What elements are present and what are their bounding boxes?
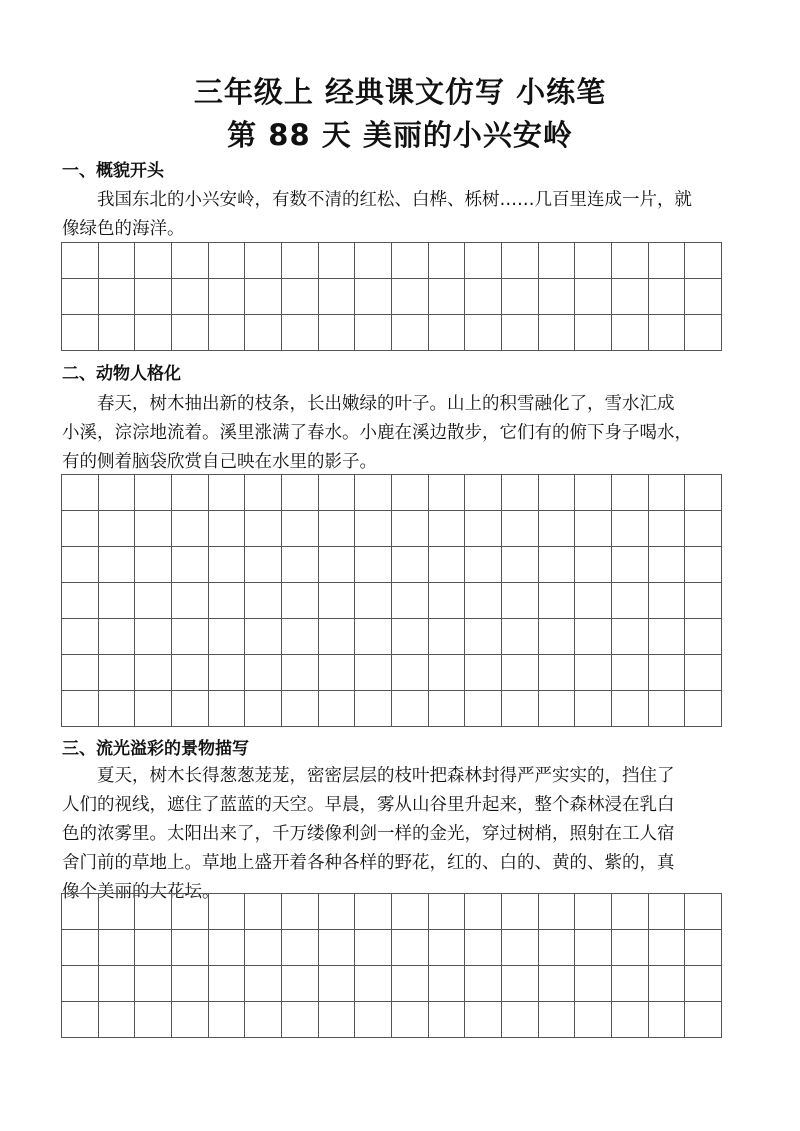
- grid-cell[interactable]: [575, 894, 612, 930]
- grid-cell[interactable]: [282, 894, 319, 930]
- grid-cell[interactable]: [172, 511, 209, 547]
- grid-cell[interactable]: [99, 475, 136, 511]
- grid-cell[interactable]: [575, 691, 612, 727]
- grid-cell[interactable]: [429, 930, 466, 966]
- grid-cell[interactable]: [392, 583, 429, 619]
- passage-line: 像个美丽的大花坛。: [62, 882, 220, 902]
- grid-cell[interactable]: [99, 930, 136, 966]
- grid-cell[interactable]: [392, 930, 429, 966]
- grid-cell[interactable]: [575, 966, 612, 1002]
- grid-cell[interactable]: [62, 894, 99, 930]
- grid-cell[interactable]: [245, 894, 282, 930]
- grid-cell[interactable]: [685, 511, 722, 547]
- grid-cell[interactable]: [319, 894, 356, 930]
- grid-cell[interactable]: [245, 691, 282, 727]
- grid-cell[interactable]: [99, 583, 136, 619]
- passage-line: 我国东北的小兴安岭，有数不清的红松、白桦、栎树……几百里连成一片，就: [62, 190, 692, 210]
- grid-cell[interactable]: [685, 1002, 722, 1038]
- grid-cell[interactable]: [392, 894, 429, 930]
- grid-cell[interactable]: [209, 583, 246, 619]
- grid-cell[interactable]: [135, 547, 172, 583]
- grid-cell[interactable]: [172, 930, 209, 966]
- grid-cell[interactable]: [282, 475, 319, 511]
- grid-cell[interactable]: [245, 619, 282, 655]
- grid-cell[interactable]: [502, 547, 539, 583]
- grid-cell[interactable]: [172, 243, 209, 279]
- grid-cell[interactable]: [135, 619, 172, 655]
- grid-cell[interactable]: [612, 511, 649, 547]
- grid-cell[interactable]: [465, 547, 502, 583]
- grid-cell[interactable]: [319, 655, 356, 691]
- grid-cell[interactable]: [685, 315, 722, 351]
- grid-cell[interactable]: [355, 547, 392, 583]
- grid-cell[interactable]: [612, 279, 649, 315]
- grid-cell[interactable]: [429, 511, 466, 547]
- grid-cell[interactable]: [539, 511, 576, 547]
- grid-cell[interactable]: [539, 315, 576, 351]
- grid-cell[interactable]: [319, 547, 356, 583]
- grid-cell[interactable]: [392, 511, 429, 547]
- grid-cell[interactable]: [465, 966, 502, 1002]
- grid-cell[interactable]: [319, 583, 356, 619]
- grid-cell[interactable]: [355, 1002, 392, 1038]
- grid-cell[interactable]: [465, 894, 502, 930]
- grid-cell[interactable]: [685, 475, 722, 511]
- grid-cell[interactable]: [172, 619, 209, 655]
- grid-cell[interactable]: [429, 691, 466, 727]
- passage-line: 色的浓雾里。太阳出来了，千万缕像利剑一样的金光，穿过树梢，照射在工人宿: [62, 824, 675, 844]
- grid-cell[interactable]: [135, 691, 172, 727]
- grid-cell[interactable]: [465, 243, 502, 279]
- grid-cell[interactable]: [355, 315, 392, 351]
- grid-cell[interactable]: [209, 315, 246, 351]
- grid-cell[interactable]: [245, 279, 282, 315]
- section-3-heading: 三、流光溢彩的景物描写: [62, 739, 249, 759]
- grid-cell[interactable]: [62, 279, 99, 315]
- grid-cell[interactable]: [355, 691, 392, 727]
- grid-cell[interactable]: [99, 691, 136, 727]
- grid-cell[interactable]: [649, 511, 686, 547]
- grid-cell[interactable]: [685, 279, 722, 315]
- grid-cell[interactable]: [429, 243, 466, 279]
- grid-cell[interactable]: [135, 511, 172, 547]
- grid-cell[interactable]: [282, 511, 319, 547]
- grid-cell[interactable]: [685, 894, 722, 930]
- grid-cell[interactable]: [649, 279, 686, 315]
- writing-grid-1[interactable]: [61, 242, 722, 351]
- grid-cell[interactable]: [172, 547, 209, 583]
- passage-line: 舍门前的草地上。草地上盛开着各种各样的野花，红的、白的、黄的、紫的，真: [62, 853, 675, 873]
- grid-cell[interactable]: [649, 475, 686, 511]
- writing-grid-3[interactable]: [61, 893, 722, 1038]
- grid-cell[interactable]: [392, 243, 429, 279]
- grid-cell[interactable]: [502, 619, 539, 655]
- grid-cell[interactable]: [575, 1002, 612, 1038]
- grid-cell[interactable]: [575, 547, 612, 583]
- grid-cell[interactable]: [99, 894, 136, 930]
- grid-cell[interactable]: [209, 691, 246, 727]
- grid-cell[interactable]: [319, 475, 356, 511]
- grid-cell[interactable]: [282, 315, 319, 351]
- grid-cell[interactable]: [245, 243, 282, 279]
- grid-cell[interactable]: [319, 966, 356, 1002]
- grid-cell[interactable]: [575, 655, 612, 691]
- grid-cell[interactable]: [209, 655, 246, 691]
- grid-cell[interactable]: [62, 966, 99, 1002]
- grid-cell[interactable]: [172, 475, 209, 511]
- grid-cell[interactable]: [612, 243, 649, 279]
- grid-cell[interactable]: [612, 966, 649, 1002]
- grid-cell[interactable]: [62, 243, 99, 279]
- grid-cell[interactable]: [355, 279, 392, 315]
- grid-cell[interactable]: [685, 583, 722, 619]
- grid-cell[interactable]: [685, 966, 722, 1002]
- grid-cell[interactable]: [649, 691, 686, 727]
- grid-cell[interactable]: [685, 930, 722, 966]
- grid-cell[interactable]: [62, 475, 99, 511]
- page-title: 三年级上 经典课文仿写 小练笔: [193, 75, 607, 109]
- grid-cell[interactable]: [209, 1002, 246, 1038]
- grid-cell[interactable]: [502, 583, 539, 619]
- grid-cell[interactable]: [539, 475, 576, 511]
- grid-cell[interactable]: [539, 1002, 576, 1038]
- grid-cell[interactable]: [392, 691, 429, 727]
- grid-cell[interactable]: [319, 1002, 356, 1038]
- grid-cell[interactable]: [209, 894, 246, 930]
- grid-cell[interactable]: [135, 1002, 172, 1038]
- grid-cell[interactable]: [465, 511, 502, 547]
- grid-cell[interactable]: [245, 315, 282, 351]
- grid-cell[interactable]: [429, 315, 466, 351]
- grid-cell[interactable]: [649, 1002, 686, 1038]
- grid-cell[interactable]: [612, 583, 649, 619]
- grid-cell[interactable]: [99, 315, 136, 351]
- writing-grid-2[interactable]: [61, 474, 722, 727]
- grid-cell[interactable]: [502, 1002, 539, 1038]
- grid-cell[interactable]: [539, 966, 576, 1002]
- grid-cell[interactable]: [502, 511, 539, 547]
- grid-cell[interactable]: [575, 315, 612, 351]
- grid-cell[interactable]: [282, 547, 319, 583]
- grid-cell[interactable]: [465, 475, 502, 511]
- grid-cell[interactable]: [392, 279, 429, 315]
- grid-cell[interactable]: [209, 475, 246, 511]
- grid-cell[interactable]: [245, 966, 282, 1002]
- grid-cell[interactable]: [209, 547, 246, 583]
- grid-cell[interactable]: [502, 655, 539, 691]
- grid-cell[interactable]: [245, 475, 282, 511]
- grid-cell[interactable]: [539, 279, 576, 315]
- grid-cell[interactable]: [172, 315, 209, 351]
- grid-cell[interactable]: [575, 583, 612, 619]
- grid-cell[interactable]: [502, 930, 539, 966]
- grid-cell[interactable]: [465, 583, 502, 619]
- grid-cell[interactable]: [685, 547, 722, 583]
- grid-cell[interactable]: [62, 655, 99, 691]
- grid-cell[interactable]: [539, 930, 576, 966]
- grid-cell[interactable]: [282, 655, 319, 691]
- grid-cell[interactable]: [355, 243, 392, 279]
- grid-cell[interactable]: [575, 619, 612, 655]
- grid-cell[interactable]: [612, 619, 649, 655]
- grid-cell[interactable]: [612, 475, 649, 511]
- grid-cell[interactable]: [465, 930, 502, 966]
- grid-cell[interactable]: [99, 279, 136, 315]
- passage-line: 小溪，淙淙地流着。溪里涨满了春水。小鹿在溪边散步，它们有的俯下身子喝水，: [62, 423, 692, 443]
- grid-cell[interactable]: [465, 279, 502, 315]
- grid-cell[interactable]: [392, 1002, 429, 1038]
- grid-cell[interactable]: [172, 691, 209, 727]
- section-2-heading: 二、动物人格化: [62, 364, 181, 384]
- grid-cell[interactable]: [539, 894, 576, 930]
- grid-cell[interactable]: [319, 619, 356, 655]
- grid-cell[interactable]: [245, 655, 282, 691]
- grid-cell[interactable]: [209, 966, 246, 1002]
- grid-cell[interactable]: [429, 966, 466, 1002]
- grid-cell[interactable]: [282, 966, 319, 1002]
- grid-cell[interactable]: [99, 243, 136, 279]
- grid-cell[interactable]: [99, 547, 136, 583]
- grid-cell[interactable]: [135, 243, 172, 279]
- grid-cell[interactable]: [612, 691, 649, 727]
- grid-cell[interactable]: [429, 547, 466, 583]
- grid-cell[interactable]: [612, 655, 649, 691]
- grid-cell[interactable]: [649, 583, 686, 619]
- grid-cell[interactable]: [99, 619, 136, 655]
- grid-cell[interactable]: [62, 691, 99, 727]
- grid-cell[interactable]: [245, 583, 282, 619]
- grid-cell[interactable]: [429, 583, 466, 619]
- grid-cell[interactable]: [172, 583, 209, 619]
- grid-cell[interactable]: [429, 1002, 466, 1038]
- grid-cell[interactable]: [392, 619, 429, 655]
- grid-cell[interactable]: [392, 547, 429, 583]
- grid-cell[interactable]: [319, 279, 356, 315]
- grid-cell[interactable]: [319, 511, 356, 547]
- grid-cell[interactable]: [135, 315, 172, 351]
- grid-cell[interactable]: [245, 547, 282, 583]
- grid-cell[interactable]: [282, 583, 319, 619]
- grid-cell[interactable]: [465, 655, 502, 691]
- grid-cell[interactable]: [392, 475, 429, 511]
- grid-cell[interactable]: [355, 511, 392, 547]
- grid-cell[interactable]: [355, 475, 392, 511]
- grid-cell[interactable]: [172, 966, 209, 1002]
- grid-cell[interactable]: [209, 243, 246, 279]
- page-subtitle: 第 88 天 美丽的小兴安岭: [227, 118, 573, 152]
- grid-cell[interactable]: [135, 583, 172, 619]
- grid-cell[interactable]: [502, 475, 539, 511]
- grid-cell[interactable]: [245, 511, 282, 547]
- grid-cell[interactable]: [429, 279, 466, 315]
- grid-cell[interactable]: [209, 511, 246, 547]
- grid-cell[interactable]: [465, 1002, 502, 1038]
- grid-cell[interactable]: [319, 930, 356, 966]
- grid-cell[interactable]: [282, 243, 319, 279]
- grid-cell[interactable]: [355, 655, 392, 691]
- grid-cell[interactable]: [392, 655, 429, 691]
- grid-cell[interactable]: [62, 930, 99, 966]
- grid-cell[interactable]: [62, 583, 99, 619]
- grid-cell[interactable]: [62, 547, 99, 583]
- grid-cell[interactable]: [99, 511, 136, 547]
- section-2-passage: [62, 390, 738, 477]
- grid-cell[interactable]: [135, 655, 172, 691]
- grid-cell[interactable]: [502, 966, 539, 1002]
- grid-cell[interactable]: [465, 619, 502, 655]
- grid-cell[interactable]: [355, 894, 392, 930]
- grid-cell[interactable]: [465, 691, 502, 727]
- section-1-passage: [62, 186, 738, 244]
- grid-cell[interactable]: [575, 279, 612, 315]
- passage-line: 有的侧着脑袋欣赏自己映在水里的影子。: [62, 452, 377, 472]
- grid-cell[interactable]: [612, 930, 649, 966]
- grid-cell[interactable]: [319, 315, 356, 351]
- grid-cell[interactable]: [502, 315, 539, 351]
- grid-cell[interactable]: [685, 691, 722, 727]
- grid-cell[interactable]: [539, 655, 576, 691]
- grid-cell[interactable]: [282, 930, 319, 966]
- grid-cell[interactable]: [539, 619, 576, 655]
- grid-cell[interactable]: [575, 511, 612, 547]
- grid-cell[interactable]: [539, 547, 576, 583]
- grid-cell[interactable]: [649, 930, 686, 966]
- grid-cell[interactable]: [685, 619, 722, 655]
- grid-cell[interactable]: [99, 655, 136, 691]
- grid-cell[interactable]: [135, 930, 172, 966]
- grid-cell[interactable]: [502, 243, 539, 279]
- grid-cell[interactable]: [465, 315, 502, 351]
- grid-cell[interactable]: [282, 1002, 319, 1038]
- grid-cell[interactable]: [649, 315, 686, 351]
- grid-cell[interactable]: [282, 619, 319, 655]
- grid-cell[interactable]: [649, 894, 686, 930]
- grid-cell[interactable]: [429, 894, 466, 930]
- grid-cell[interactable]: [282, 279, 319, 315]
- grid-cell[interactable]: [649, 243, 686, 279]
- grid-cell[interactable]: [355, 619, 392, 655]
- grid-cell[interactable]: [612, 1002, 649, 1038]
- passage-line: 像绿色的海洋。: [62, 219, 185, 239]
- grid-cell[interactable]: [392, 966, 429, 1002]
- grid-cell[interactable]: [685, 655, 722, 691]
- grid-cell[interactable]: [392, 315, 429, 351]
- grid-cell[interactable]: [135, 475, 172, 511]
- grid-cell[interactable]: [245, 1002, 282, 1038]
- grid-cell[interactable]: [355, 966, 392, 1002]
- grid-cell[interactable]: [502, 279, 539, 315]
- grid-cell[interactable]: [502, 691, 539, 727]
- grid-cell[interactable]: [355, 583, 392, 619]
- grid-cell[interactable]: [612, 315, 649, 351]
- grid-cell[interactable]: [539, 583, 576, 619]
- grid-cell[interactable]: [62, 315, 99, 351]
- grid-cell[interactable]: [135, 279, 172, 315]
- grid-cell[interactable]: [429, 655, 466, 691]
- section-1-heading: 一、概貌开头: [62, 161, 164, 181]
- grid-cell[interactable]: [649, 655, 686, 691]
- grid-cell[interactable]: [135, 966, 172, 1002]
- grid-cell[interactable]: [319, 691, 356, 727]
- passage-line: 人们的视线，遮住了蓝蓝的天空。早晨，雾从山谷里升起来，整个森林浸在乳白: [62, 795, 675, 815]
- grid-cell[interactable]: [62, 511, 99, 547]
- section-3-passage: [62, 762, 738, 907]
- grid-cell[interactable]: [575, 243, 612, 279]
- grid-cell[interactable]: [429, 619, 466, 655]
- grid-cell[interactable]: [62, 1002, 99, 1038]
- grid-cell[interactable]: [209, 279, 246, 315]
- grid-cell[interactable]: [245, 930, 282, 966]
- grid-cell[interactable]: [429, 475, 466, 511]
- grid-cell[interactable]: [612, 894, 649, 930]
- passage-line: 夏天，树木长得葱葱茏茏，密密层层的枝叶把森林封得严严实实的，挡住了: [62, 766, 675, 786]
- grid-cell[interactable]: [539, 691, 576, 727]
- grid-cell[interactable]: [502, 894, 539, 930]
- grid-cell[interactable]: [685, 243, 722, 279]
- grid-cell[interactable]: [539, 243, 576, 279]
- grid-cell[interactable]: [172, 894, 209, 930]
- grid-cell[interactable]: [649, 547, 686, 583]
- grid-cell[interactable]: [209, 619, 246, 655]
- grid-cell[interactable]: [172, 655, 209, 691]
- grid-cell[interactable]: [135, 894, 172, 930]
- grid-cell[interactable]: [99, 1002, 136, 1038]
- grid-cell[interactable]: [355, 930, 392, 966]
- grid-cell[interactable]: [172, 1002, 209, 1038]
- grid-cell[interactable]: [172, 279, 209, 315]
- grid-cell[interactable]: [282, 691, 319, 727]
- grid-cell[interactable]: [575, 930, 612, 966]
- grid-cell[interactable]: [319, 243, 356, 279]
- grid-cell[interactable]: [62, 619, 99, 655]
- grid-cell[interactable]: [612, 547, 649, 583]
- grid-cell[interactable]: [209, 930, 246, 966]
- grid-cell[interactable]: [649, 966, 686, 1002]
- grid-cell[interactable]: [575, 475, 612, 511]
- grid-cell[interactable]: [99, 966, 136, 1002]
- grid-cell[interactable]: [649, 619, 686, 655]
- passage-line: 春天，树木抽出新的枝条，长出嫩绿的叶子。山上的积雪融化了，雪水汇成: [62, 394, 675, 414]
